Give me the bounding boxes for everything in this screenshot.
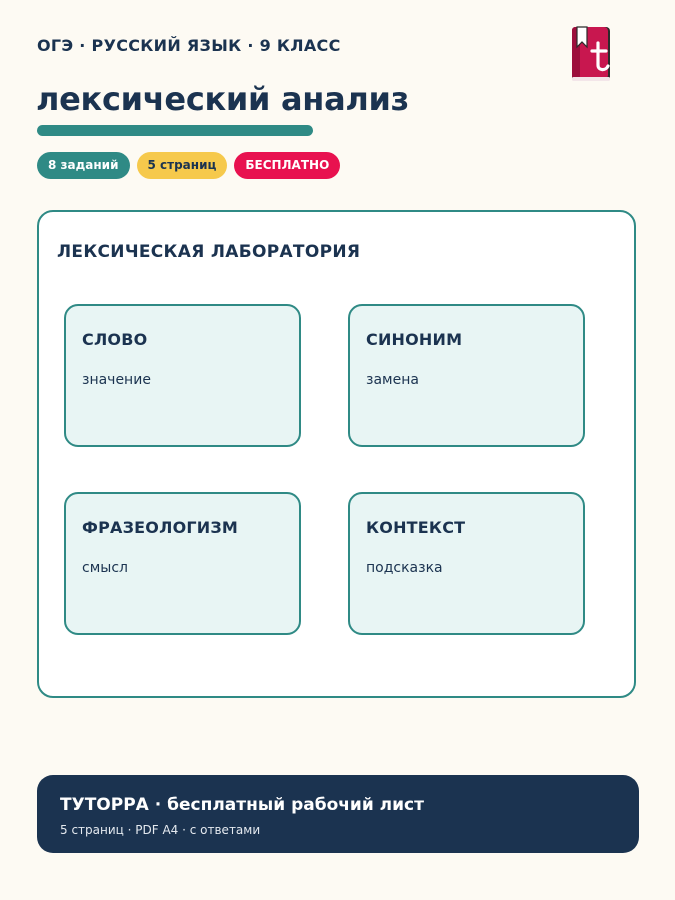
card-subtitle: замена: [366, 372, 419, 388]
title-underline: [37, 125, 313, 136]
page-title: лексический анализ: [36, 80, 409, 118]
card-subtitle: смысл: [82, 560, 128, 576]
card-subtitle: значение: [82, 372, 151, 388]
footer-banner: [37, 775, 639, 853]
book-bookmark-logo-icon: [568, 25, 614, 83]
concept-card-phraseologism: [64, 492, 301, 635]
lexical-lab-panel: [37, 210, 636, 698]
lab-title: ЛЕКСИЧЕСКАЯ ЛАБОРАТОРИЯ: [57, 242, 361, 262]
free-badge: БЕСПЛАТНО: [234, 152, 340, 179]
footer-subtitle: 5 страниц · PDF A4 · с ответами: [60, 823, 261, 837]
card-title: КОНТЕКСТ: [366, 518, 466, 537]
pages-count-badge: 5 страниц: [137, 152, 228, 179]
concept-card-synonym: [348, 304, 585, 447]
card-title: ФРАЗЕОЛОГИЗМ: [82, 518, 239, 537]
concept-card-word: [64, 304, 301, 447]
card-title: СИНОНИМ: [366, 330, 463, 349]
card-subtitle: подсказка: [366, 560, 443, 576]
tasks-count-badge: 8 заданий: [37, 152, 130, 179]
card-title: СЛОВО: [82, 330, 148, 349]
footer-title: ТУТОРРА · бесплатный рабочий лист: [60, 795, 424, 815]
subject-kicker: ОГЭ · РУССКИЙ ЯЗЫК · 9 КЛАСС: [37, 36, 341, 55]
concept-card-context: [348, 492, 585, 635]
badge-row: [37, 152, 340, 179]
